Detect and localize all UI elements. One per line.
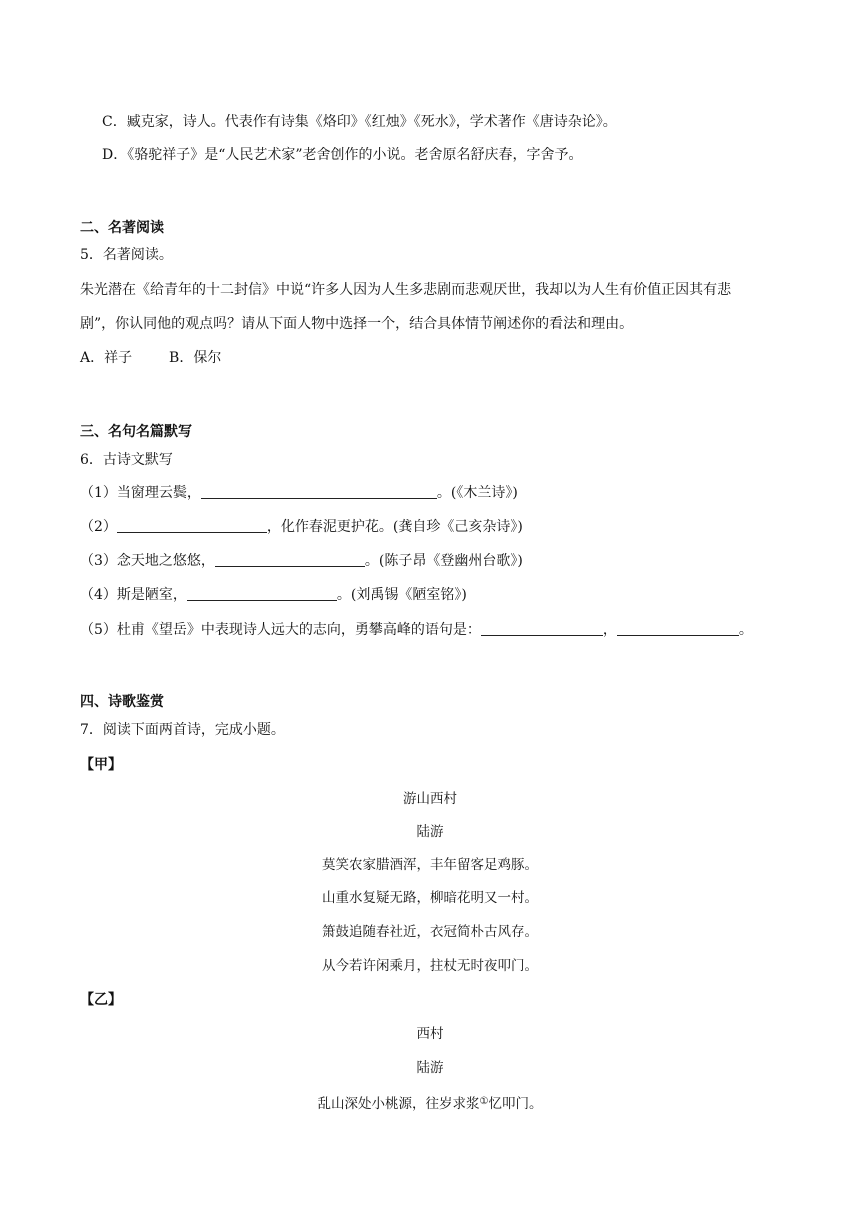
section-3-heading: 三、名句名篇默写 [80, 424, 192, 440]
poem2-label: 【乙】 [80, 992, 122, 1008]
answer-blank[interactable] [481, 621, 603, 636]
q6-item-4: （4）斯是陋室， 。(刘禹锡《陋室铭》) [80, 587, 467, 603]
q5-number: 5．名著阅读。 [80, 247, 173, 263]
q5-text-line1: 朱光潜在《给青年的十二封信》中说“许多人因为人生多悲剧而悲观厌世，我却以为人生有价值正因其有悲 [80, 282, 732, 298]
poem2-author: 陆游 [416, 1060, 444, 1076]
q5-option-a: A．祥子 [80, 350, 133, 366]
q6-item-5: （5）杜甫《望岳》中表现诗人远大的志向，勇攀高峰的语句是： ， 。 [80, 622, 753, 638]
q6-item-2: （2） ，化作春泥更护花。(龚自珍《己亥杂诗》) [80, 519, 523, 535]
answer-blank[interactable] [215, 552, 365, 567]
footnote-marker: ① [479, 1096, 489, 1107]
q6-item-3: （3）念天地之悠悠， 。(陈子昂《登幽州台歌》) [80, 553, 523, 569]
q5-text-line2: 剧”，你认同他的观点吗？请从下面人物中选择一个，结合具体情节阐述你的看法和理由。 [80, 316, 634, 332]
poem1-line: 山重水复疑无路，柳暗花明又一村。 [322, 890, 538, 906]
q7-number: 7．阅读下面两首诗，完成小题。 [80, 722, 285, 738]
q5-option-b: B．保尔 [169, 350, 222, 366]
answer-blank[interactable] [117, 518, 267, 533]
poem2-line: 乱山深处小桃源，往岁求浆①忆叩门。 [317, 1096, 543, 1112]
q4-option-d: D．《骆驼祥子》是“人民艺术家”老舍创作的小说。老舍原名舒庆春，字舍予。 [102, 147, 583, 163]
answer-blank[interactable] [187, 586, 337, 601]
poem2-title: 西村 [416, 1026, 444, 1042]
q6-item-1: （1）当窗理云鬓， 。(《木兰诗》) [80, 485, 518, 501]
poem1-title: 游山西村 [403, 791, 457, 807]
section-4-heading: 四、诗歌鉴赏 [80, 694, 164, 710]
poem1-line: 箫鼓追随春社近，衣冠简朴古风存。 [322, 924, 538, 940]
q5-options [80, 348, 221, 368]
answer-blank[interactable] [201, 484, 437, 499]
q4-option-c: C．臧克家，诗人。代表作有诗集《烙印》《红烛》《死水》，学术著作《唐诗杂论》。 [102, 114, 617, 130]
answer-blank[interactable] [617, 621, 739, 636]
q6-number: 6．古诗文默写 [80, 452, 173, 468]
poem1-line: 从今若许闲乘月，拄杖无时夜叩门。 [322, 958, 538, 974]
poem1-line: 莫笑农家腊酒浑，丰年留客足鸡豚。 [322, 857, 538, 873]
poem1-author: 陆游 [416, 824, 444, 840]
section-2-heading: 二、名著阅读 [80, 220, 164, 236]
poem1-label: 【甲】 [80, 757, 122, 773]
